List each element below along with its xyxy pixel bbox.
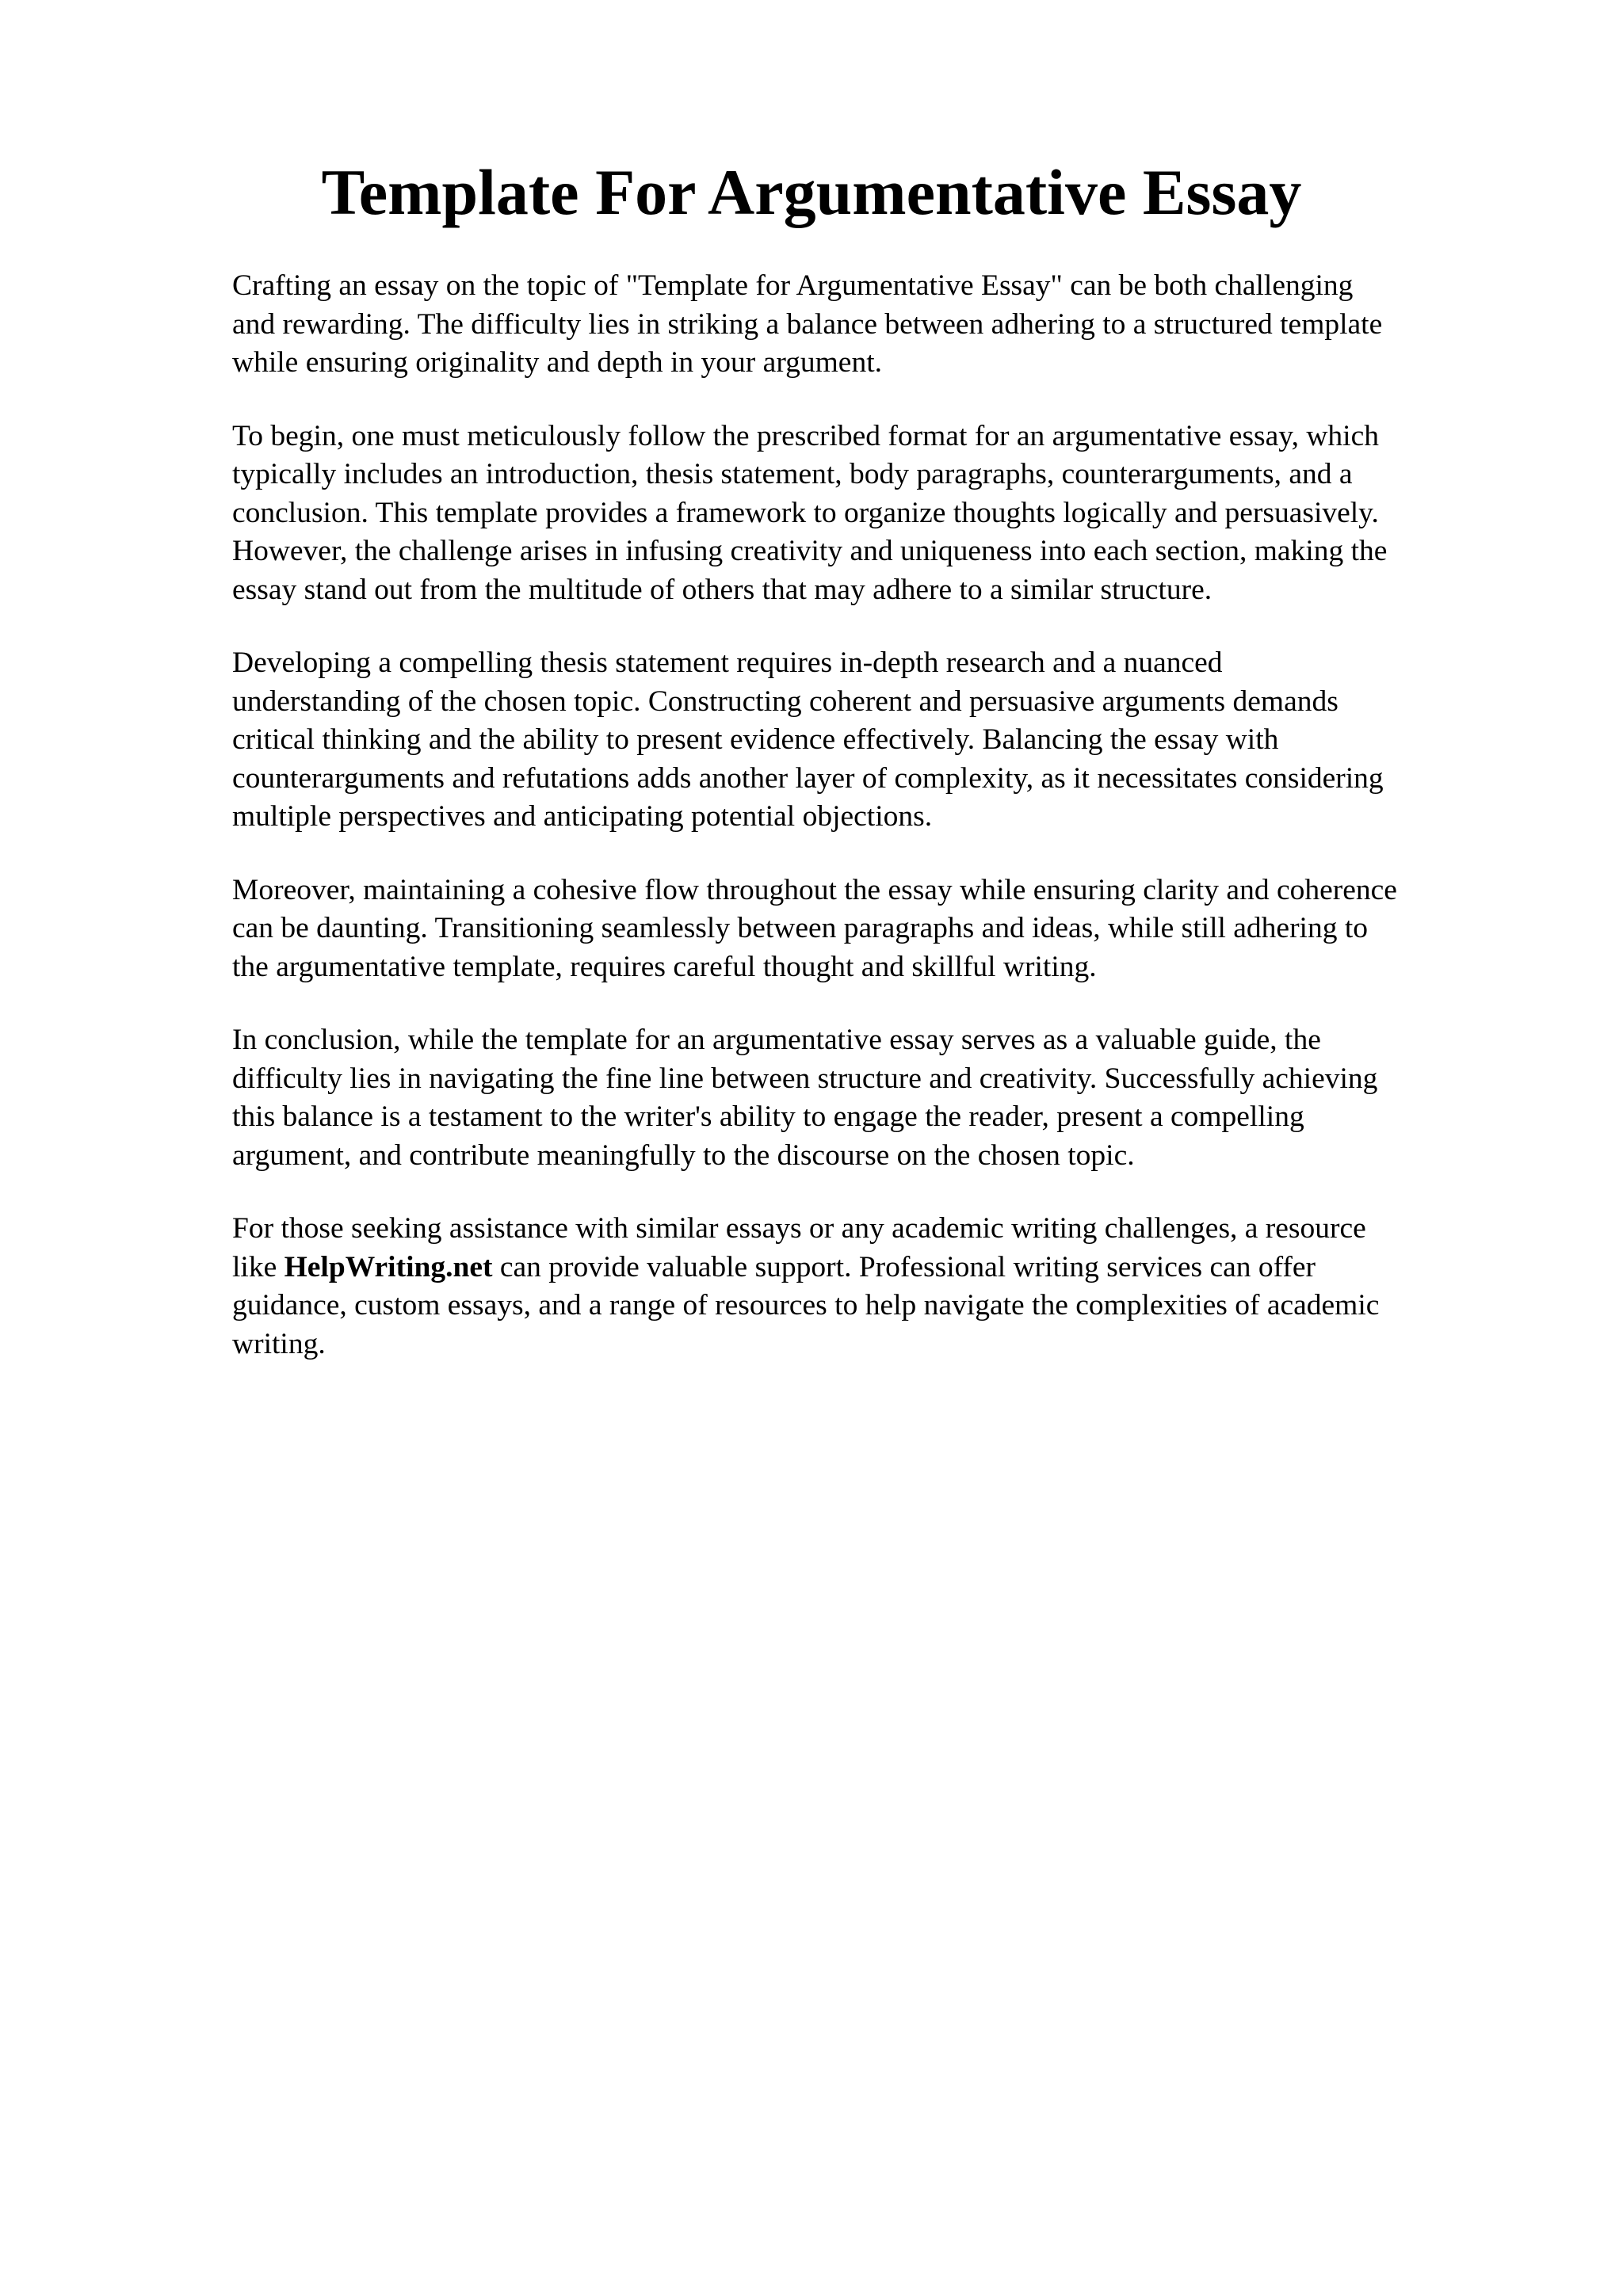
helpwriting-link[interactable]: HelpWriting.net xyxy=(284,1250,493,1283)
text-line: For those seeking assistance with similar essays or any academic writing challenges, a resource xyxy=(232,1212,1366,1245)
text-line: understanding of the chosen topic. Constructing coherent and persuasive arguments demands xyxy=(232,685,1338,718)
text-line: difficulty lies in navigating the fine line between structure and creativity. Successfully achieving xyxy=(232,1062,1378,1095)
text-line: Crafting an essay on the topic of "Template for Argumentative Essay" can be both challenging xyxy=(232,269,1354,302)
paragraph-conclusion xyxy=(232,1021,1548,1175)
paragraph-thesis xyxy=(232,644,1548,837)
text-line: critical thinking and the ability to present evidence effectively. Balancing the essay with xyxy=(232,723,1279,756)
text-fragment: can provide valuable support. Professional writing services can offer xyxy=(492,1250,1316,1283)
text-line: this balance is a testament to the writer's ability to engage the reader, present a compelling xyxy=(232,1100,1304,1133)
page-title: Template For Argumentative Essay xyxy=(321,156,1302,228)
text-line: conclusion. This template provides a framework to organize thoughts logically and persuasively. xyxy=(232,496,1379,529)
text-line: In conclusion, while the template for an argumentative essay serves as a valuable guide, the xyxy=(232,1024,1321,1056)
text-line: Moreover, maintaining a cohesive flow throughout the essay while ensuring clarity and coherence xyxy=(232,873,1397,906)
text-line: can be daunting. Transitioning seamlessly between paragraphs and ideas, while still adhering to xyxy=(232,912,1369,944)
text-line: multiple perspectives and anticipating potential objections. xyxy=(232,800,933,833)
text-line: and rewarding. The difficulty lies in striking a balance between adhering to a structured template xyxy=(232,307,1383,341)
text-line: To begin, one must meticulously follow the prescribed format for an argumentative essay, which xyxy=(232,419,1379,452)
text-line: the argumentative template, requires careful thought and skillful writing. xyxy=(232,950,1097,983)
text-line: counterarguments and refutations adds another layer of complexity, as it necessitates considering xyxy=(232,761,1384,795)
text-line: argument, and contribute meaningfully to the discourse on the chosen topic. xyxy=(232,1138,1135,1172)
text-line: typically includes an introduction, thesis statement, body paragraphs, counterarguments, and a xyxy=(232,458,1353,490)
paragraph-flow xyxy=(232,871,1548,987)
text-fragment: like xyxy=(232,1250,285,1283)
paragraph-intro xyxy=(232,267,1548,383)
text-line: while ensuring originality and depth in your argument. xyxy=(232,346,882,379)
text-line: However, the challenge arises in infusing creativity and uniqueness into each section, making the xyxy=(232,535,1388,567)
text-line: writing. xyxy=(232,1327,326,1360)
paragraph-resource xyxy=(232,1210,1548,1363)
essay-body xyxy=(232,267,1548,1398)
text-line: Developing a compelling thesis statement requires in-depth research and a nuanced xyxy=(232,646,1223,679)
text-line xyxy=(232,1249,1548,1287)
text-line: essay stand out from the multitude of others that may adhere to a similar structure. xyxy=(232,573,1212,606)
paragraph-format xyxy=(232,418,1548,610)
text-line: guidance, custom essays, and a range of resources to help navigate the complexities of academic xyxy=(232,1289,1380,1322)
